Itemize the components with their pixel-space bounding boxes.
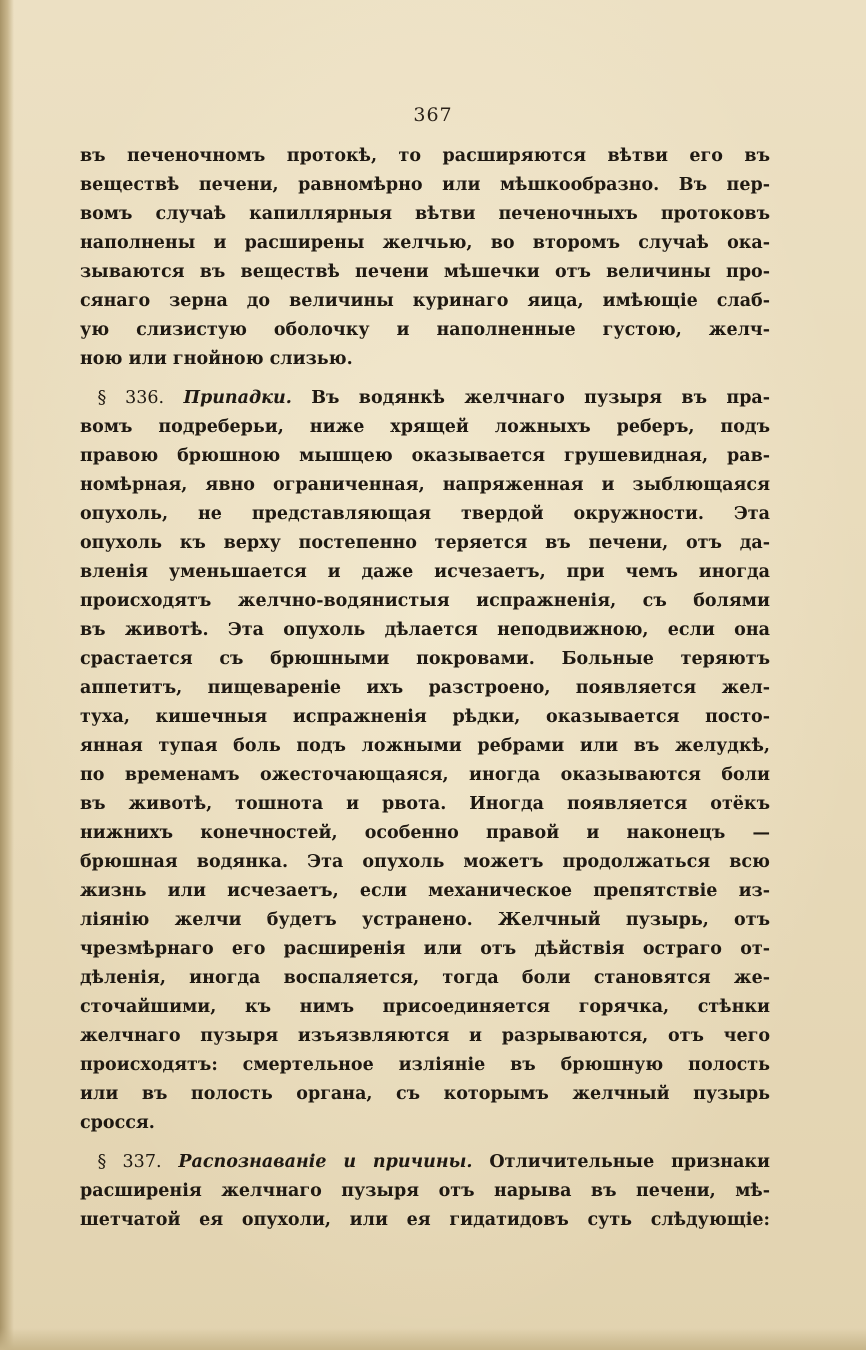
page-number: 367 (413, 104, 453, 126)
page-text (80, 142, 770, 1235)
text-line: въ животѣ, тошнота и рвота. Иногда появляется отёкъ (80, 794, 770, 814)
text-line: янная тупая боль подъ ложными ребрами или въ желудкѣ, (80, 736, 770, 756)
text-line: сточайшими, къ нимъ присоединяется горячка, стѣнки (80, 997, 770, 1017)
text-line: правою брюшною мышцею оказывается грушевидная, рав- (80, 446, 770, 466)
text-line: желчнаго пузыря изъязвляются и разрываются, отъ чего (80, 1026, 770, 1046)
text-line: аппетитъ, пищевареніе ихъ разстроено, появляется жел- (80, 678, 770, 698)
text-line: туха, кишечныя испражненія рѣдки, оказывается посто- (80, 707, 770, 727)
text-line: зываются въ веществѣ печени мѣшечки отъ величины про- (80, 262, 770, 282)
text-line: вомъ подреберьи, ниже хрящей ложныхъ реберъ, подъ (80, 417, 770, 437)
text-line: опухоль, не представляющая твердой окружности. Эта (80, 504, 770, 524)
text-line: происходятъ желчно-водянистыя испражненія, съ болями (80, 591, 770, 611)
text-line: ліянію желчи будетъ устранено. Желчный пузырь, отъ (80, 910, 770, 930)
section-title: Распознаваніе и причины. (178, 1152, 473, 1172)
text-line: сянаго зерна до величины куринаго яица, имѣющіе слаб- (80, 291, 770, 311)
text-line: расширенія желчнаго пузыря отъ нарыва въ печени, мѣ- (80, 1181, 770, 1201)
text-line: чрезмѣрнаго его расширенія или отъ дѣйствія остраго от- (80, 939, 770, 959)
text-line: шетчатой ея опухоли, или ея гидатидовъ суть слѣдующіе: (80, 1210, 770, 1230)
text-line: брюшная водянка. Эта опухоль можетъ продолжаться всю (80, 852, 770, 872)
book-spine-shadow (0, 0, 14, 1350)
paragraph-continuation (80, 142, 770, 374)
section-number: § 336. (97, 388, 165, 408)
text-line: Отличительные признаки (489, 1152, 770, 1172)
text-line: ною или гнойною слизью. (80, 349, 353, 369)
section-number: § 337. (97, 1152, 162, 1172)
text-line: Въ водянкѣ желчнаго пузыря въ пра- (311, 388, 770, 408)
text-line: происходятъ: смертельное изліяніе въ брюшную полость (80, 1055, 770, 1075)
page-bottom-edge (0, 1328, 866, 1350)
text-line: срастается съ брюшными покровами. Больные теряютъ (80, 649, 770, 669)
text-line: вомъ случаѣ капиллярныя вѣтви печеночныхъ протоковъ (80, 204, 770, 224)
text-line: въ животѣ. Эта опухоль дѣлается неподвижною, если она (80, 620, 770, 640)
text-line: нижнихъ конечностей, особенно правой и наконецъ — (80, 823, 770, 843)
text-line: веществѣ печени, равномѣрно или мѣшкообразно. Въ пер- (80, 175, 770, 195)
text-line: дѣленія, иногда воспаляется, тогда боли становятся же- (80, 968, 770, 988)
text-line: или въ полость органа, съ которымъ желчный пузырь (80, 1084, 770, 1104)
section-heading-line (80, 1148, 770, 1177)
section-heading-line (80, 384, 770, 413)
paragraph-section-336 (80, 384, 770, 1138)
section-title: Припадки. (183, 388, 292, 408)
text-line: опухоль къ верху постепенно теряется въ печени, отъ да- (80, 533, 770, 553)
text-line: по временамъ ожесточающаяся, иногда оказываются боли (80, 765, 770, 785)
text-line: жизнь или исчезаетъ, если механическое препятствіе из- (80, 881, 770, 901)
text-line: вленія уменьшается и даже исчезаетъ, при чемъ иногда (80, 562, 770, 582)
text-line: сросся. (80, 1113, 155, 1133)
paragraph-section-337 (80, 1148, 770, 1235)
text-line: въ печеночномъ протокѣ, то расширяются вѣтви его въ (80, 146, 770, 166)
text-line: номѣрная, явно ограниченная, напряженная и зыблющаяся (80, 475, 770, 495)
text-line: ую слизистую оболочку и наполненные густою, желч- (80, 320, 770, 340)
text-line: наполнены и расширены желчью, во второмъ случаѣ ока- (80, 233, 770, 253)
